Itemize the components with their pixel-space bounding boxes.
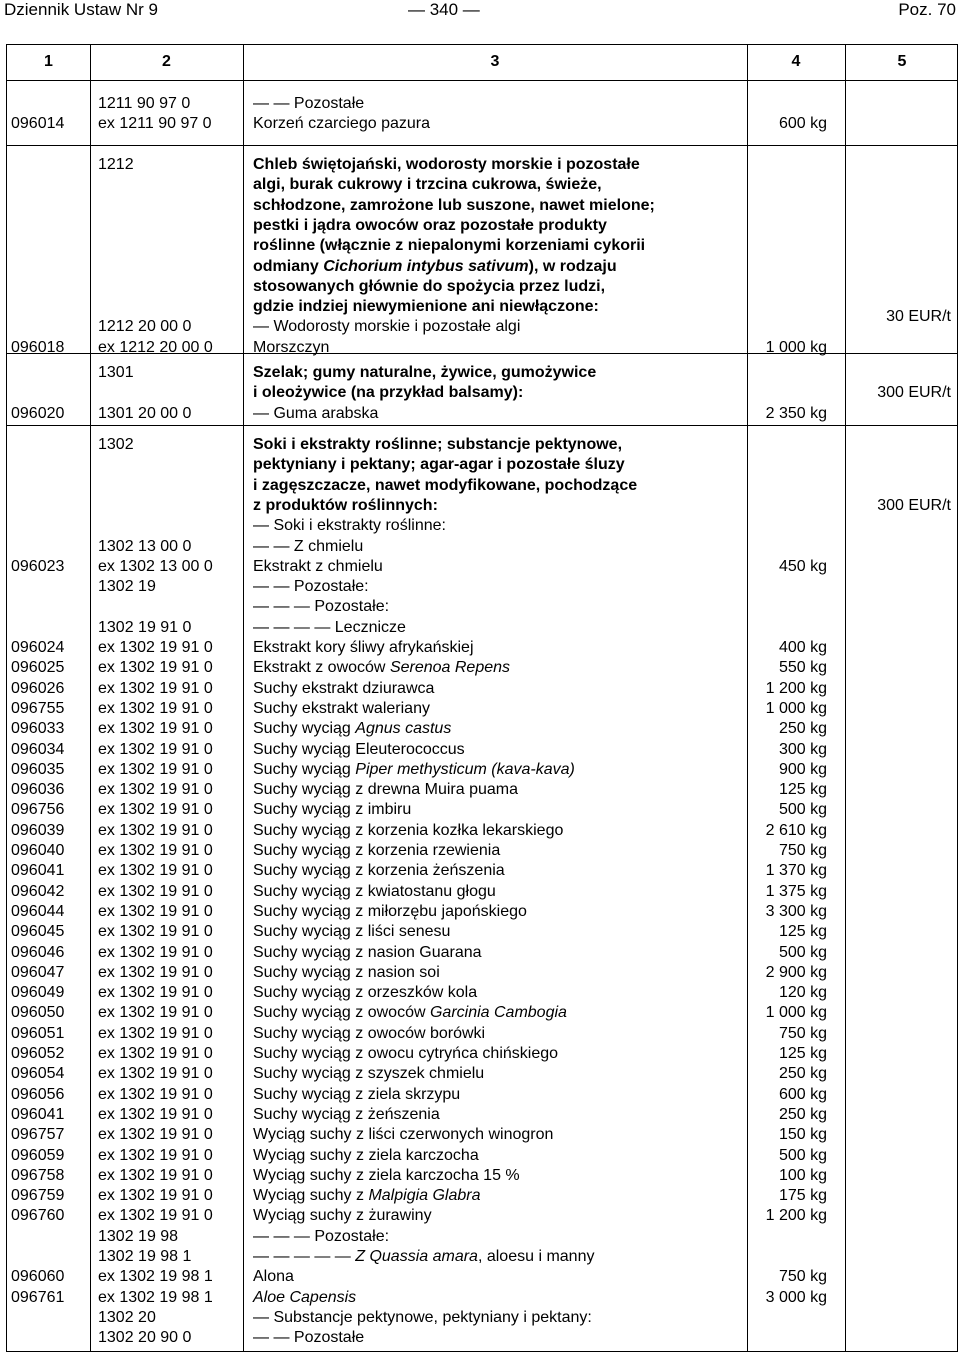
- tariff-table: [6, 44, 958, 1352]
- description: Suchy wyciąg z drewna Muira puama: [253, 781, 519, 799]
- page-header: [0, 0, 960, 22]
- description: — — Pozostałe:: [253, 578, 369, 596]
- tariff-code: ex 1302 19 91 0: [98, 801, 213, 819]
- quantity: 500 kg: [778, 801, 827, 819]
- cn-code: 096059: [11, 1146, 65, 1164]
- description: — Soki i ekstrakty roślinne:: [253, 517, 446, 535]
- quantity: 2 610 kg: [765, 821, 827, 839]
- description: Wyciąg suchy z liści czerwonych winogron: [253, 1126, 554, 1144]
- quantity: 500 kg: [778, 943, 827, 961]
- quantity: 175 kg: [778, 1187, 827, 1205]
- cn-code: 096047: [11, 963, 65, 981]
- column-divider: [747, 45, 748, 1351]
- description: Suchy wyciąg z imbiru: [253, 801, 412, 819]
- cn-code: 096026: [11, 679, 65, 697]
- cn-code: 096034: [11, 740, 65, 758]
- description: Suchy wyciąg z owoców borówki: [253, 1024, 486, 1042]
- quantity: 300 kg: [778, 740, 827, 758]
- cn-code: 096020: [11, 404, 65, 422]
- tariff-code: ex 1302 19 91 0: [98, 720, 213, 738]
- cn-code: 096046: [11, 943, 65, 961]
- cn-code: 096018: [11, 338, 65, 356]
- description: roślinne (włącznie z niepalonymi korzeniami cykorii: [253, 237, 646, 255]
- description: — — — — — Z Quassia amara, aloesu i manny: [253, 1248, 595, 1265]
- description: Suchy wyciąg z nasion Guarana: [253, 943, 482, 961]
- description: Suchy wyciąg z miłorzębu japońskiego: [253, 902, 527, 920]
- tariff-code: ex 1302 19 98 1: [98, 1288, 213, 1306]
- tariff-code: 1302 20: [98, 1308, 156, 1326]
- description: i oleożywice (na przykład balsamy):: [253, 384, 524, 402]
- quantity: 400 kg: [778, 639, 827, 656]
- quantity: 750 kg: [778, 1268, 827, 1286]
- description: Wyciąg suchy z żurawiny: [253, 1207, 432, 1225]
- description: Ekstrakt z chmielu: [253, 557, 383, 575]
- tariff-code: ex 1302 19 91 0: [98, 1146, 213, 1164]
- tariff-code: 1302: [98, 436, 134, 453]
- tariff-code: 1212 20 00 0: [98, 318, 192, 336]
- cn-code: 096056: [11, 1085, 65, 1103]
- quantity: 1 200 kg: [765, 1207, 827, 1225]
- quantity: 125 kg: [778, 923, 827, 941]
- section-rule: [7, 145, 957, 146]
- description: stosowanych głównie do spożycia przez ludzi,: [253, 277, 606, 295]
- cn-code: 096757: [11, 1126, 65, 1144]
- quantity: 1 000 kg: [765, 1004, 827, 1022]
- tariff-code: 1212: [98, 156, 134, 173]
- description: Suchy ekstrakt dziurawca: [253, 679, 435, 697]
- tariff-code: ex 1211 90 97 0: [98, 115, 212, 133]
- description: pektyniany i pektany; agar-agar i pozostałe śluzy: [253, 456, 625, 474]
- cn-code: 096761: [11, 1288, 65, 1306]
- quantity: 750 kg: [778, 842, 827, 859]
- journal-title: Dziennik Ustaw Nr 9: [4, 0, 158, 19]
- description: Suchy wyciąg z korzenia żeńszenia: [253, 862, 505, 880]
- cn-code: 096041: [11, 862, 65, 880]
- quantity: 150 kg: [778, 1126, 827, 1144]
- quantity: 600 kg: [778, 1085, 827, 1103]
- tariff-code: ex 1302 19 91 0: [98, 963, 213, 981]
- description: — — — Pozostałe:: [253, 598, 390, 616]
- quantity: 3 300 kg: [765, 902, 827, 920]
- column-header-5: 5: [897, 53, 907, 70]
- tariff-code: ex 1302 19 91 0: [98, 1085, 213, 1103]
- tariff-code: ex 1302 19 91 0: [98, 821, 213, 839]
- tariff-code: 1302 19 98: [98, 1227, 179, 1245]
- description: — Guma arabska: [253, 404, 379, 422]
- quantity: 1 000 kg: [765, 338, 827, 356]
- cn-code: 096042: [11, 882, 65, 900]
- quantity: 125 kg: [778, 1045, 827, 1062]
- cn-code: 096024: [11, 639, 65, 656]
- section-rule: [7, 425, 957, 426]
- column-header-2: 2: [162, 53, 171, 70]
- description: — Substancje pektynowe, pektyniany i pektany:: [253, 1308, 592, 1326]
- quantity: 2 900 kg: [765, 963, 827, 981]
- description: Korzeń czarciego pazura: [253, 115, 430, 133]
- cn-code: 096054: [11, 1065, 65, 1083]
- description: — — Z chmielu: [253, 537, 364, 555]
- tariff-code: 1211 90 97 0: [98, 95, 191, 112]
- cn-code: 096040: [11, 842, 65, 859]
- tariff-code: ex 1302 13 00 0: [98, 557, 213, 575]
- description: Suchy wyciąg z nasion soi: [253, 963, 440, 981]
- description: Suchy wyciąg z liści senesu: [253, 923, 451, 941]
- tariff-code: 1302 20 90 0: [98, 1329, 192, 1347]
- tariff-code: 1302 19 98 1: [98, 1248, 192, 1265]
- description: Suchy wyciąg z korzenia kozłka lekarskiego: [253, 821, 564, 839]
- tariff-code: ex 1212 20 00 0: [98, 338, 213, 356]
- quantity: 120 kg: [778, 984, 827, 1002]
- cn-code: 096033: [11, 720, 65, 738]
- description: odmiany Cichorium intybus sativum), w rodzaju: [253, 257, 617, 275]
- description: Suchy wyciąg z ziela skrzypu: [253, 1085, 461, 1103]
- tariff-code: ex 1302 19 91 0: [98, 923, 213, 941]
- description: i zagęszczacze, nawet modyfikowane, pochodzące: [253, 476, 638, 494]
- description: Ekstrakt z owoców Serenoa Repens: [253, 659, 511, 677]
- description: z produktów roślinnych:: [253, 496, 438, 514]
- tariff-code: ex 1302 19 91 0: [98, 842, 213, 859]
- position-number: Poz. 70: [898, 0, 956, 19]
- description: — — — — Lecznicze: [253, 618, 406, 636]
- description: Suchy wyciąg z korzenia rzewienia: [253, 842, 501, 859]
- tariff-code: 1301 20 00 0: [98, 404, 192, 422]
- quantity: 600 kg: [778, 115, 827, 133]
- description: Soki i ekstrakty roślinne; substancje pektynowe,: [253, 436, 623, 453]
- tariff-code: ex 1302 19 91 0: [98, 943, 213, 961]
- tariff-code: ex 1302 19 91 0: [98, 679, 213, 697]
- tariff-code: ex 1302 19 91 0: [98, 902, 213, 920]
- quantity: 1 370 kg: [765, 862, 827, 880]
- tariff-code: ex 1302 19 98 1: [98, 1268, 213, 1286]
- cn-code: 096041: [11, 1105, 65, 1123]
- description: — — — Pozostałe:: [253, 1227, 390, 1245]
- description: Suchy wyciąg z kwiatostanu głogu: [253, 882, 496, 900]
- description: Aloe Capensis: [253, 1288, 357, 1306]
- quantity: 250 kg: [778, 1065, 827, 1083]
- cn-code: 096045: [11, 923, 65, 941]
- tariff-code: ex 1302 19 91 0: [98, 1126, 213, 1144]
- rate: 300 EUR/t: [877, 496, 951, 514]
- column-header-4: 4: [791, 53, 801, 70]
- column-divider: [90, 45, 91, 1351]
- column-divider: [243, 45, 244, 1351]
- cn-code: 096035: [11, 760, 65, 778]
- description: algi, burak cukrowy i trzcina cukrowa, świeże,: [253, 176, 602, 194]
- column-divider: [845, 45, 846, 1351]
- quantity: 750 kg: [778, 1024, 827, 1042]
- description: gdzie indziej niewymienione ani niewłączone:: [253, 298, 599, 316]
- quantity: 250 kg: [778, 1105, 827, 1123]
- description: Suchy wyciąg Agnus castus: [253, 720, 452, 738]
- description: Szelak; gumy naturalne, żywice, gumożywice: [253, 364, 597, 381]
- description: Alona: [253, 1268, 294, 1286]
- cn-code: 096759: [11, 1187, 65, 1205]
- tariff-code: ex 1302 19 91 0: [98, 1105, 213, 1123]
- cn-code: 096760: [11, 1207, 65, 1225]
- cn-code: 096060: [11, 1268, 65, 1286]
- cn-code: 096052: [11, 1045, 65, 1062]
- quantity: 1 375 kg: [765, 882, 827, 900]
- cn-code: 096049: [11, 984, 65, 1002]
- tariff-code: ex 1302 19 91 0: [98, 984, 213, 1002]
- quantity: 1 000 kg: [765, 699, 827, 717]
- rate: 300 EUR/t: [877, 384, 951, 402]
- tariff-code: ex 1302 19 91 0: [98, 1207, 213, 1225]
- rate: 30 EUR/t: [886, 308, 951, 326]
- cn-code: 096758: [11, 1166, 65, 1184]
- tariff-code: 1302 19 91 0: [98, 618, 192, 636]
- cn-code: 096014: [11, 115, 65, 133]
- tariff-code: ex 1302 19 91 0: [98, 699, 213, 717]
- description: Suchy wyciąg z żeńszenia: [253, 1105, 440, 1123]
- description: Wyciąg suchy z ziela karczocha 15 %: [253, 1166, 520, 1184]
- tariff-code: ex 1302 19 91 0: [98, 659, 213, 677]
- quantity: 500 kg: [778, 1146, 827, 1164]
- page-number: — 340 —: [408, 0, 480, 19]
- quantity: 125 kg: [778, 781, 827, 799]
- description: schłodzone, zamrożone lub suszone, nawet mielone;: [253, 196, 655, 214]
- tariff-code: ex 1302 19 91 0: [98, 1187, 213, 1205]
- cn-code: 096039: [11, 821, 65, 839]
- tariff-code: ex 1302 19 91 0: [98, 639, 213, 656]
- tariff-code: ex 1302 19 91 0: [98, 760, 213, 778]
- cn-code: 096023: [11, 557, 65, 575]
- column-header-3: 3: [490, 53, 500, 70]
- tariff-code: ex 1302 19 91 0: [98, 1065, 213, 1083]
- description: Suchy wyciąg Piper methysticum (kava-kava): [253, 760, 575, 778]
- tariff-code: 1302 13 00 0: [98, 537, 192, 555]
- description: — Wodorosty morskie i pozostałe algi: [253, 318, 521, 336]
- description: Morszczyn: [253, 338, 330, 356]
- description: Suchy wyciąg z orzeszków kola: [253, 984, 478, 1002]
- quantity: 1 200 kg: [765, 679, 827, 697]
- description: Wyciąg suchy z Malpigia Glabra: [253, 1187, 481, 1205]
- cn-code: 096051: [11, 1024, 65, 1042]
- tariff-code: ex 1302 19 91 0: [98, 740, 213, 758]
- column-header-1: 1: [44, 53, 53, 70]
- cn-code: 096756: [11, 801, 65, 819]
- tariff-code: ex 1302 19 91 0: [98, 862, 213, 880]
- tariff-code: 1302 19: [98, 578, 156, 596]
- cn-code: 096755: [11, 699, 65, 717]
- quantity: 450 kg: [778, 557, 827, 575]
- cn-code: 096044: [11, 902, 65, 920]
- description: Suchy ekstrakt waleriany: [253, 699, 430, 717]
- quantity: 900 kg: [778, 760, 827, 778]
- description: Suchy wyciąg z owoców Garcinia Cambogia: [253, 1004, 567, 1022]
- tariff-code: ex 1302 19 91 0: [98, 882, 213, 900]
- tariff-code: ex 1302 19 91 0: [98, 1045, 213, 1062]
- quantity: 2 350 kg: [765, 404, 827, 422]
- description: Suchy wyciąg Eleuterococcus: [253, 740, 465, 758]
- description: — — Pozostałe: [253, 1329, 365, 1347]
- tariff-code: ex 1302 19 91 0: [98, 781, 213, 799]
- description: Suchy wyciąg z szyszek chmielu: [253, 1065, 485, 1083]
- cn-code: 096025: [11, 659, 65, 677]
- tariff-code: ex 1302 19 91 0: [98, 1004, 213, 1022]
- description: Wyciąg suchy z ziela karczocha: [253, 1146, 479, 1164]
- quantity: 550 kg: [778, 659, 827, 677]
- cn-code: 096036: [11, 781, 65, 799]
- description: — — Pozostałe: [253, 95, 365, 112]
- quantity: 250 kg: [778, 720, 827, 738]
- quantity: 3 000 kg: [765, 1288, 827, 1306]
- description: Suchy wyciąg z owocu cytryńca chińskiego: [253, 1045, 559, 1062]
- description: Ekstrakt kory śliwy afrykańskiej: [253, 639, 474, 656]
- tariff-code: ex 1302 19 91 0: [98, 1024, 213, 1042]
- tariff-code: ex 1302 19 91 0: [98, 1166, 213, 1184]
- description: pestki i jądra owoców oraz pozostałe produkty: [253, 216, 607, 234]
- header-rule: [7, 80, 957, 81]
- tariff-code: 1301: [98, 364, 134, 381]
- description: Chleb świętojański, wodorosty morskie i pozostałe: [253, 156, 640, 173]
- cn-code: 096050: [11, 1004, 65, 1022]
- quantity: 100 kg: [778, 1166, 827, 1184]
